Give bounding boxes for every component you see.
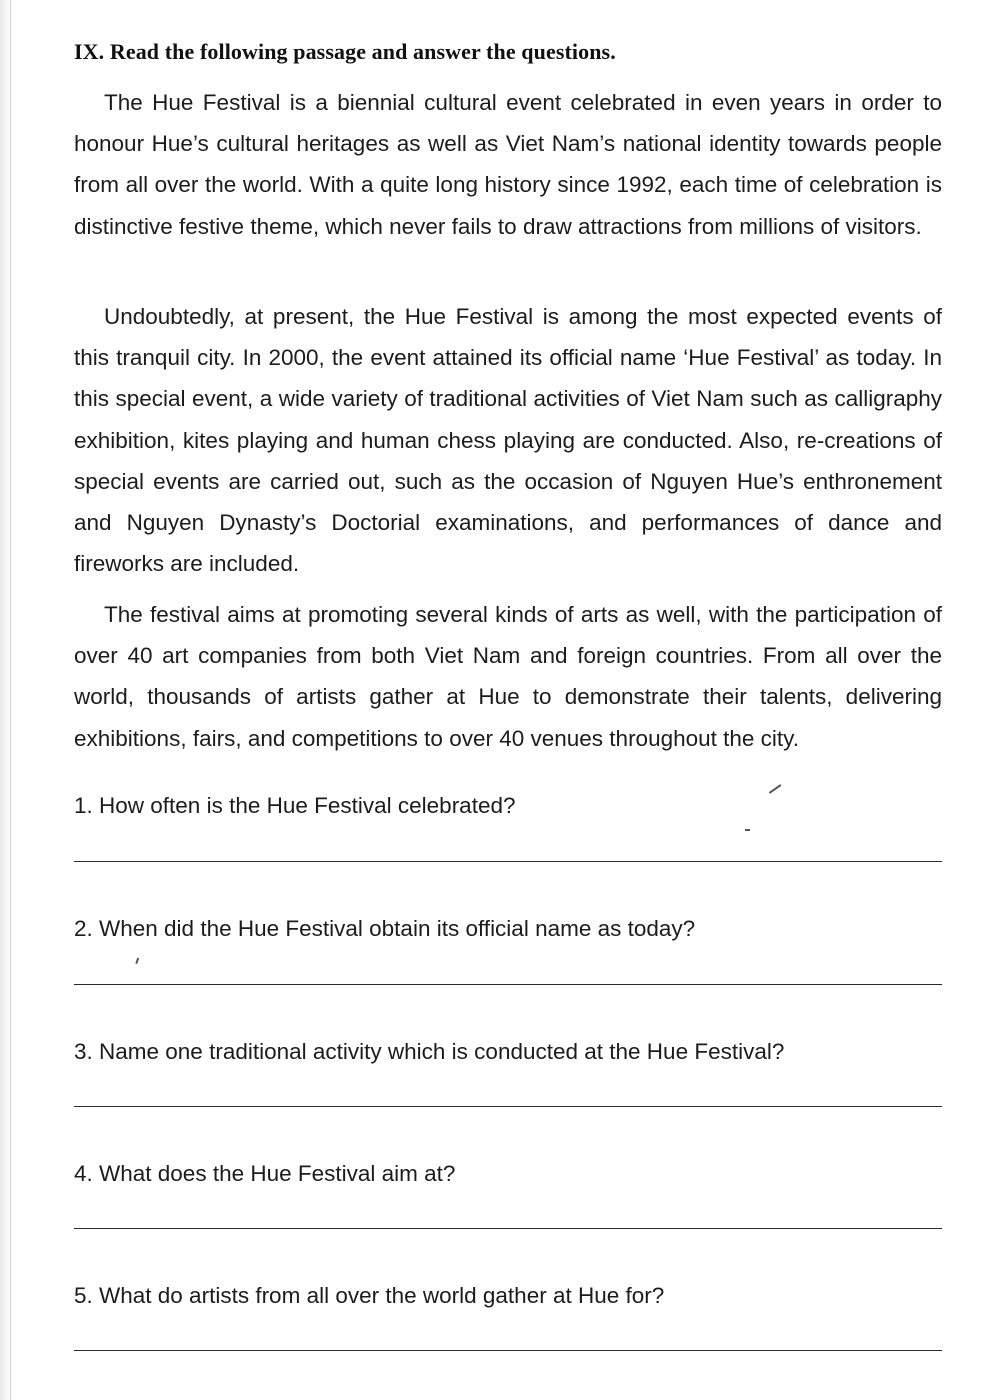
scan-edge-line xyxy=(10,0,11,1400)
exercise-heading: IX. Read the following passage and answer the questions. xyxy=(74,39,616,64)
answer-line-3[interactable] xyxy=(74,1106,942,1107)
passage-paragraph-1: The Hue Festival is a biennial cultural event celebrated in even years in order to honour Hue’s cultural heritages as well as Viet Nam’s national identity towards people from all over the world. With a quite long history since 1992, each time of celebration is distinctive festive theme, which never fails to draw attractions from millions of visitors. xyxy=(74,90,942,239)
scan-edge-shadow xyxy=(0,0,14,1400)
passage-paragraph-2: Undoubtedly, at present, the Hue Festival is among the most expected events of this tranquil city. In 2000, the event attained its official name ‘Hue Festival’ as today. In this special event, a wide variety of traditional activities of Viet Nam such as calligraphy exhibition, kites playing and human chess playing are conducted. Also, re-creations of special events are carried out, such as the occasion of Nguyen Hue’s enthronement and Nguyen Dynasty’s Doctorial examinations, and performances of dance and fireworks are included. xyxy=(74,304,942,577)
question-2: 2. When did the Hue Festival obtain its official name as today? xyxy=(74,916,696,941)
question-4: 4. What does the Hue Festival aim at? xyxy=(74,1161,456,1186)
question-1: 1. How often is the Hue Festival celebrated? xyxy=(74,793,516,818)
question-3: 3. Name one traditional activity which is conducted at the Hue Festival? xyxy=(74,1039,785,1064)
stray-pen-mark xyxy=(135,958,138,964)
answer-line-4[interactable] xyxy=(74,1228,942,1229)
answer-line-2[interactable] xyxy=(74,984,942,985)
answer-line-5[interactable] xyxy=(74,1350,942,1351)
passage-paragraph-3: The festival aims at promoting several kinds of arts as well, with the participation of over 40 art companies from both Viet Nam and foreign countries. From all over the world, thousands of artists gather at Hue to demonstrate their talents, delivering exhibitions, fairs, and competitions to over 40 venues throughout the city. xyxy=(74,602,942,751)
answer-line-1[interactable] xyxy=(74,861,942,862)
question-5: 5. What do artists from all over the world gather at Hue for? xyxy=(74,1283,665,1308)
stray-pen-mark xyxy=(745,829,750,831)
